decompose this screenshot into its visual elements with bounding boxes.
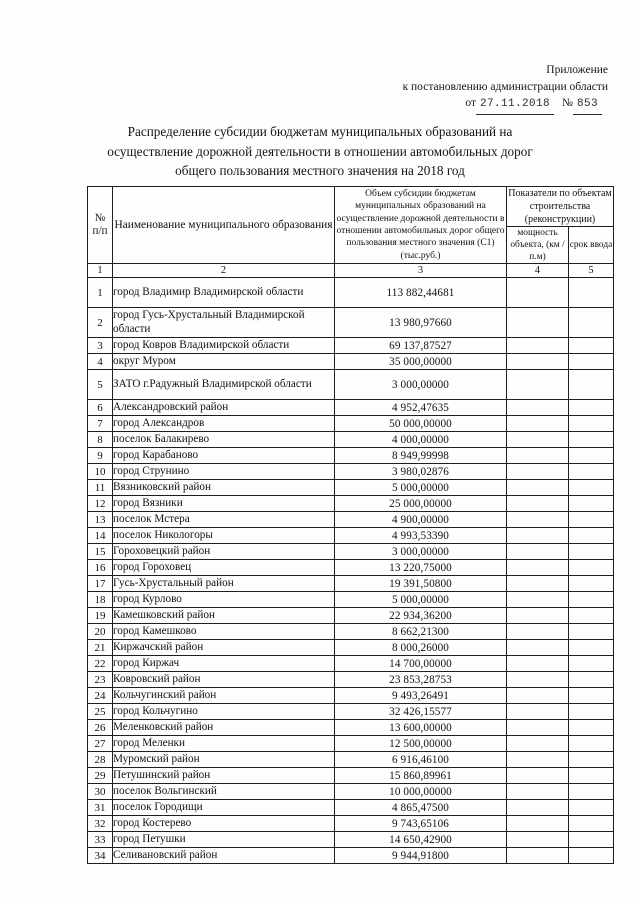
header-row-main bbox=[88, 187, 614, 227]
row-power bbox=[507, 592, 569, 608]
row-municipality: Камешковский район bbox=[113, 608, 335, 624]
row-power bbox=[507, 608, 569, 624]
row-term bbox=[569, 496, 614, 512]
row-municipality: город Ковров Владимирской области bbox=[113, 338, 335, 354]
row-term bbox=[569, 576, 614, 592]
row-municipality: Муромский район bbox=[113, 752, 335, 768]
row-term bbox=[569, 640, 614, 656]
table-row bbox=[88, 448, 614, 464]
row-volume: 9 493,26491 bbox=[335, 688, 507, 704]
row-number: 9 bbox=[88, 448, 113, 464]
row-power bbox=[507, 354, 569, 370]
table-row bbox=[88, 416, 614, 432]
table-row bbox=[88, 400, 614, 416]
row-term bbox=[569, 448, 614, 464]
row-number: 22 bbox=[88, 656, 113, 672]
row-municipality: поселок Мстера bbox=[113, 512, 335, 528]
row-municipality: поселок Вольгинский bbox=[113, 784, 335, 800]
row-term bbox=[569, 464, 614, 480]
row-power bbox=[507, 768, 569, 784]
row-municipality: город Костерево bbox=[113, 816, 335, 832]
row-term bbox=[569, 608, 614, 624]
row-number: 2 bbox=[88, 308, 113, 338]
date-value: 27.11.2018 bbox=[476, 96, 554, 115]
row-term bbox=[569, 416, 614, 432]
row-volume: 9 944,91800 bbox=[335, 848, 507, 864]
page-title bbox=[55, 122, 585, 181]
row-term bbox=[569, 480, 614, 496]
row-number: 7 bbox=[88, 416, 113, 432]
table-row bbox=[88, 576, 614, 592]
row-number: 18 bbox=[88, 592, 113, 608]
row-power bbox=[507, 784, 569, 800]
row-municipality: поселок Балакирево bbox=[113, 432, 335, 448]
row-volume: 14 650,42900 bbox=[335, 832, 507, 848]
row-volume: 14 700,00000 bbox=[335, 656, 507, 672]
row-volume: 3 980,02876 bbox=[335, 464, 507, 480]
row-volume: 25 000,00000 bbox=[335, 496, 507, 512]
table-row bbox=[88, 338, 614, 354]
row-volume: 12 500,00000 bbox=[335, 736, 507, 752]
row-power bbox=[507, 720, 569, 736]
table-row bbox=[88, 624, 614, 640]
table-row bbox=[88, 512, 614, 528]
row-power bbox=[507, 576, 569, 592]
title-line-2: осуществление дорожной деятельности в отношении автомобильных дорог bbox=[107, 143, 533, 159]
row-number: 6 bbox=[88, 400, 113, 416]
row-municipality: Киржачский район bbox=[113, 640, 335, 656]
table-row bbox=[88, 640, 614, 656]
row-volume: 4 865,47500 bbox=[335, 800, 507, 816]
row-number: 27 bbox=[88, 736, 113, 752]
table-row bbox=[88, 560, 614, 576]
row-municipality: город Карабаново bbox=[113, 448, 335, 464]
row-volume: 3 000,00000 bbox=[335, 544, 507, 560]
col-header-power: мощность объекта, (км / п.м) bbox=[507, 227, 569, 264]
col-header-indicators: Показатели по объектам строительства (реконструкции) bbox=[508, 188, 612, 225]
row-power bbox=[507, 496, 569, 512]
row-volume: 50 000,00000 bbox=[335, 416, 507, 432]
col-header-number-line2: п/п bbox=[92, 225, 108, 237]
row-number: 4 bbox=[88, 354, 113, 370]
row-power bbox=[507, 528, 569, 544]
row-volume: 4 993,53390 bbox=[335, 528, 507, 544]
table-row bbox=[88, 464, 614, 480]
subsidy-distribution-table bbox=[87, 186, 614, 864]
row-number: 25 bbox=[88, 704, 113, 720]
row-volume: 10 000,00000 bbox=[335, 784, 507, 800]
row-municipality: город Кольчугино bbox=[113, 704, 335, 720]
row-power bbox=[507, 816, 569, 832]
row-number: 20 bbox=[88, 624, 113, 640]
colnum-5: 5 bbox=[569, 264, 614, 278]
table-row bbox=[88, 704, 614, 720]
table-row bbox=[88, 528, 614, 544]
row-volume: 13 220,75000 bbox=[335, 560, 507, 576]
table-row bbox=[88, 308, 614, 338]
col-header-subsidy-volume: Объем субсидии бюджетам муниципальных образований на осуществление дорожной деятельности в отношении автомобильных дорог общего пользования местного значения (С1) (тыс.руб.) bbox=[335, 187, 507, 264]
row-municipality: город Меленки bbox=[113, 736, 335, 752]
row-municipality: город Александров bbox=[113, 416, 335, 432]
row-term bbox=[569, 432, 614, 448]
row-municipality: город Гусь-Хрустальный Владимирской области bbox=[113, 308, 335, 338]
row-term bbox=[569, 832, 614, 848]
row-power bbox=[507, 832, 569, 848]
row-power bbox=[507, 624, 569, 640]
row-power bbox=[507, 278, 569, 308]
row-power bbox=[507, 448, 569, 464]
table-row bbox=[88, 736, 614, 752]
row-municipality: город Камешково bbox=[113, 624, 335, 640]
row-term bbox=[569, 308, 614, 338]
row-volume: 8 662,21300 bbox=[335, 624, 507, 640]
row-municipality: Кольчугинский район bbox=[113, 688, 335, 704]
row-term bbox=[569, 528, 614, 544]
row-number: 30 bbox=[88, 784, 113, 800]
row-municipality: город Курлово bbox=[113, 592, 335, 608]
row-power bbox=[507, 848, 569, 864]
row-volume: 32 426,15577 bbox=[335, 704, 507, 720]
row-volume: 23 853,28753 bbox=[335, 672, 507, 688]
header-line-postanovlenie: к постановлению администрации области bbox=[402, 80, 608, 93]
row-number: 8 bbox=[88, 432, 113, 448]
colnum-4: 4 bbox=[507, 264, 569, 278]
row-municipality: Меленковский район bbox=[113, 720, 335, 736]
date-label: от bbox=[465, 97, 476, 109]
row-power bbox=[507, 752, 569, 768]
table-row bbox=[88, 768, 614, 784]
row-term bbox=[569, 278, 614, 308]
row-number: 16 bbox=[88, 560, 113, 576]
row-power bbox=[507, 688, 569, 704]
table-row bbox=[88, 656, 614, 672]
row-number: 31 bbox=[88, 800, 113, 816]
row-power bbox=[507, 800, 569, 816]
header-line-date bbox=[278, 95, 608, 115]
row-municipality: Ковровский район bbox=[113, 672, 335, 688]
document-header bbox=[278, 62, 608, 115]
row-municipality: город Вязники bbox=[113, 496, 335, 512]
row-number: 19 bbox=[88, 608, 113, 624]
row-power bbox=[507, 370, 569, 400]
row-term bbox=[569, 688, 614, 704]
row-power bbox=[507, 560, 569, 576]
row-municipality: поселок Городищи bbox=[113, 800, 335, 816]
row-number: 26 bbox=[88, 720, 113, 736]
header-line-prilozhenie: Приложение bbox=[546, 64, 608, 76]
title-line-3: общего пользования местного значения на 2018 год bbox=[175, 163, 465, 178]
number-value: 853 bbox=[573, 96, 602, 115]
row-volume: 13 600,00000 bbox=[335, 720, 507, 736]
row-number: 23 bbox=[88, 672, 113, 688]
row-volume: 35 000,00000 bbox=[335, 354, 507, 370]
table-row bbox=[88, 278, 614, 308]
row-volume: 13 980,97660 bbox=[335, 308, 507, 338]
table-row bbox=[88, 688, 614, 704]
row-municipality: город Владимир Владимирской области bbox=[113, 278, 335, 308]
table-head bbox=[88, 187, 614, 278]
row-term bbox=[569, 800, 614, 816]
colnum-2: 2 bbox=[113, 264, 335, 278]
row-term bbox=[569, 656, 614, 672]
colnum-3: 3 bbox=[335, 264, 507, 278]
table-row bbox=[88, 720, 614, 736]
table-row bbox=[88, 800, 614, 816]
row-term bbox=[569, 354, 614, 370]
row-power bbox=[507, 512, 569, 528]
table-row bbox=[88, 816, 614, 832]
row-municipality: город Гороховец bbox=[113, 560, 335, 576]
row-volume: 3 000,00000 bbox=[335, 370, 507, 400]
row-volume: 4 000,00000 bbox=[335, 432, 507, 448]
col-header-number-line1: № bbox=[94, 212, 106, 224]
table-row bbox=[88, 432, 614, 448]
row-power bbox=[507, 464, 569, 480]
row-municipality: ЗАТО г.Радужный Владимирской области bbox=[113, 370, 335, 400]
row-term bbox=[569, 400, 614, 416]
col-header-municipality: Наименование муниципального образования bbox=[113, 187, 335, 264]
row-number: 11 bbox=[88, 480, 113, 496]
row-municipality: Петушинский район bbox=[113, 768, 335, 784]
table-row bbox=[88, 752, 614, 768]
number-label: № bbox=[562, 97, 573, 109]
row-volume: 113 882,44681 bbox=[335, 278, 507, 308]
row-municipality: город Киржач bbox=[113, 656, 335, 672]
row-term bbox=[569, 736, 614, 752]
row-term bbox=[569, 624, 614, 640]
row-municipality: Гусь-Хрустальный район bbox=[113, 576, 335, 592]
row-volume: 5 000,00000 bbox=[335, 480, 507, 496]
row-term bbox=[569, 512, 614, 528]
row-number: 28 bbox=[88, 752, 113, 768]
row-term bbox=[569, 720, 614, 736]
subsidy-table-container bbox=[87, 186, 613, 864]
row-power bbox=[507, 400, 569, 416]
row-municipality: Гороховецкий район bbox=[113, 544, 335, 560]
row-power bbox=[507, 308, 569, 338]
row-municipality: поселок Никологоры bbox=[113, 528, 335, 544]
row-municipality: город Петушки bbox=[113, 832, 335, 848]
row-power bbox=[507, 480, 569, 496]
row-term bbox=[569, 704, 614, 720]
row-power bbox=[507, 672, 569, 688]
row-number: 14 bbox=[88, 528, 113, 544]
row-term bbox=[569, 752, 614, 768]
row-volume: 8 000,26000 bbox=[335, 640, 507, 656]
row-number: 21 bbox=[88, 640, 113, 656]
row-power bbox=[507, 338, 569, 354]
table-row bbox=[88, 370, 614, 400]
column-number-row bbox=[88, 264, 614, 278]
row-municipality: Селивановский район bbox=[113, 848, 335, 864]
col-header-term: срок ввода bbox=[569, 227, 614, 264]
table-body bbox=[88, 278, 614, 864]
table-row bbox=[88, 832, 614, 848]
row-power bbox=[507, 656, 569, 672]
row-power bbox=[507, 544, 569, 560]
table-row bbox=[88, 480, 614, 496]
row-term bbox=[569, 784, 614, 800]
row-volume: 5 000,00000 bbox=[335, 592, 507, 608]
row-volume: 9 743,65106 bbox=[335, 816, 507, 832]
row-volume: 22 934,36200 bbox=[335, 608, 507, 624]
table-row bbox=[88, 354, 614, 370]
row-number: 29 bbox=[88, 768, 113, 784]
row-volume: 4 952,47635 bbox=[335, 400, 507, 416]
table-row bbox=[88, 496, 614, 512]
row-number: 10 bbox=[88, 464, 113, 480]
colnum-1: 1 bbox=[88, 264, 113, 278]
row-volume: 6 916,46100 bbox=[335, 752, 507, 768]
row-municipality: Александровский район bbox=[113, 400, 335, 416]
row-number: 15 bbox=[88, 544, 113, 560]
row-number: 12 bbox=[88, 496, 113, 512]
row-power bbox=[507, 416, 569, 432]
row-number: 13 bbox=[88, 512, 113, 528]
row-number: 33 bbox=[88, 832, 113, 848]
row-term bbox=[569, 544, 614, 560]
row-volume: 15 860,89961 bbox=[335, 768, 507, 784]
row-term bbox=[569, 370, 614, 400]
row-term bbox=[569, 768, 614, 784]
row-number: 17 bbox=[88, 576, 113, 592]
row-number: 32 bbox=[88, 816, 113, 832]
table-row bbox=[88, 592, 614, 608]
row-power bbox=[507, 704, 569, 720]
row-number: 24 bbox=[88, 688, 113, 704]
row-term bbox=[569, 560, 614, 576]
row-power bbox=[507, 736, 569, 752]
row-term bbox=[569, 592, 614, 608]
row-volume: 4 900,00000 bbox=[335, 512, 507, 528]
row-number: 1 bbox=[88, 278, 113, 308]
row-number: 5 bbox=[88, 370, 113, 400]
row-municipality: город Струнино bbox=[113, 464, 335, 480]
row-volume: 69 137,87527 bbox=[335, 338, 507, 354]
row-municipality: округ Муром bbox=[113, 354, 335, 370]
table-row bbox=[88, 848, 614, 864]
table-row bbox=[88, 672, 614, 688]
row-number: 3 bbox=[88, 338, 113, 354]
table-row bbox=[88, 544, 614, 560]
row-municipality: Вязниковский район bbox=[113, 480, 335, 496]
col-header-number bbox=[88, 187, 113, 264]
row-volume: 19 391,50800 bbox=[335, 576, 507, 592]
row-term bbox=[569, 816, 614, 832]
row-power bbox=[507, 432, 569, 448]
table-row bbox=[88, 608, 614, 624]
row-term bbox=[569, 848, 614, 864]
row-power bbox=[507, 640, 569, 656]
row-term bbox=[569, 338, 614, 354]
row-number: 34 bbox=[88, 848, 113, 864]
row-volume: 8 949,99998 bbox=[335, 448, 507, 464]
row-term bbox=[569, 672, 614, 688]
table-row bbox=[88, 784, 614, 800]
title-line-1: Распределение субсидии бюджетам муниципальных образований на bbox=[127, 124, 513, 139]
